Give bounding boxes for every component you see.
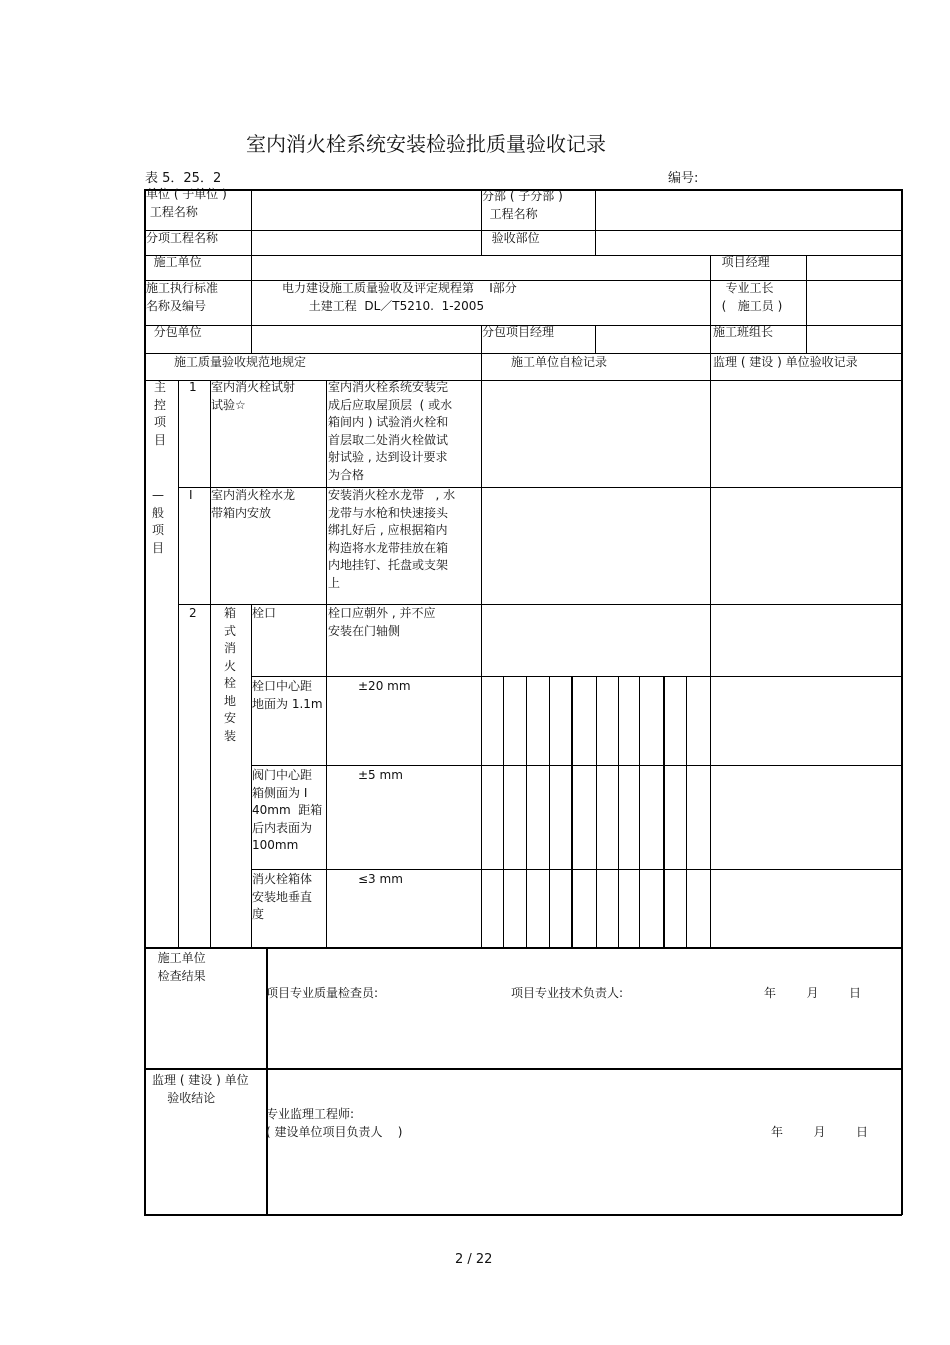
self-check-column-header: 施工单位自检记录 (511, 355, 608, 369)
sub-item-description: 栓口应朝外 , 并不应 安装在门轴侧 (328, 606, 436, 638)
main-control-label: 主 控 项 目 (154, 380, 167, 447)
grid-line (549, 676, 550, 947)
sub-item-tolerance: ≤3 mm (358, 872, 403, 886)
supervision-conclusion-label: 监理 ( 建设 ) 单位 验收结论 (152, 1073, 249, 1105)
supervisor-column-header: 监理 ( 建设 ) 单位验收记录 (713, 355, 858, 369)
grid-line (663, 676, 665, 947)
date-field: 年 月 日 (771, 1125, 869, 1139)
sub-project-name-label: 分部 ( 子分部 ) 工程名称 (482, 189, 563, 221)
sub-item-name: 栓口 (252, 606, 277, 620)
unit-name-label: 单位 ( 子单位 ) 工程名称 (146, 187, 227, 219)
grid-line (326, 380, 327, 947)
sub-item-tolerance: ±20 mm (358, 679, 411, 693)
grid-line (251, 189, 252, 353)
grid-line (481, 380, 482, 947)
grid-line (144, 189, 146, 1215)
grid-line (144, 1214, 902, 1216)
grid-line (571, 676, 573, 947)
sub-manager-label: 分包项目经理 (482, 325, 555, 339)
grid-line (618, 676, 619, 947)
project-manager-label: 项目经理 (714, 255, 770, 269)
main-item-description: 室内消火栓系统安装完 成后应取屋顶层 ( 或水 箱间内 ) 试验消火栓和 首层取二处消火栓做试 射试验 , 达到设计要求 为合格 (328, 380, 453, 482)
grid-line (710, 255, 711, 353)
sub-item-name: 消火栓箱体 安装地垂直 度 (252, 872, 313, 921)
acceptance-part-label: 验收部位 (484, 231, 540, 245)
grid-line (251, 765, 902, 766)
grid-line (526, 676, 527, 947)
grid-line (251, 676, 902, 677)
main-item-number: 1 (189, 380, 197, 394)
sub-item-name: 阀门中心距 箱侧面为 I 40mm 距箱 后内表面为 100mm (252, 768, 323, 852)
general-item-2-group: 箱 式 消 火 栓 地 安 装 (224, 606, 237, 743)
grid-line (901, 189, 903, 1215)
grid-line (686, 676, 687, 947)
grid-line (503, 676, 504, 947)
grid-line (144, 255, 902, 256)
check-result-label: 施工单位 检查结果 (157, 951, 206, 983)
standard-value: 电力建设施工质量验收及评定规程第 Ⅰ部分 土建工程 DL／T5210. 1-2005 (282, 281, 517, 313)
sub-item-tolerance: ±5 mm (358, 768, 403, 782)
page-number: 2 / 22 (455, 1252, 493, 1267)
item-project-name-label: 分项工程名称 (146, 231, 219, 245)
grid-line (596, 676, 597, 947)
grid-line (144, 947, 902, 949)
main-item-name: 室内消火栓试射 试验☆ (211, 380, 296, 412)
grid-line (144, 280, 902, 281)
general-item-1-number: Ⅰ (189, 488, 193, 502)
general-item-1-name: 室内消火栓水龙 带箱内安放 (211, 488, 296, 520)
supervising-engineer-label: 专业监理工程师: ( 建设单位项目负责人 ) (266, 1107, 403, 1139)
subcontractor-label: 分包单位 (146, 325, 202, 339)
grid-line (210, 380, 211, 947)
team-leader-label: 施工班组长 (713, 325, 774, 339)
technical-lead-label: 项目专业技术负责人: (511, 986, 624, 1000)
general-item-2-number: 2 (189, 606, 197, 620)
grid-line (710, 380, 711, 947)
grid-line (806, 255, 807, 353)
grid-line (481, 353, 482, 380)
grid-line (595, 325, 596, 353)
grid-line (639, 676, 640, 947)
grid-line (178, 604, 902, 605)
standard-label: 施工执行标准 名称及编号 (146, 281, 219, 313)
quality-inspector-label: 项目专业质量检查员: (266, 986, 379, 1000)
general-item-label: — 般 项 目 (152, 488, 165, 555)
grid-line (710, 353, 711, 380)
table-number: 表 5．25．2 (145, 171, 222, 186)
date-field: 年 月 日 (764, 986, 862, 1000)
construction-unit-label: 施工单位 (146, 255, 202, 269)
general-item-1-description: 安装消火栓水龙带 , 水 龙带与水枪和快速接头 绑扎好后 , 应根据箱内 构造将水龙带挂放在箱 内地挂钉、托盘或支架 上 (328, 488, 456, 590)
grid-line (595, 189, 596, 255)
page-title: 室内消火栓系统安装检验批质量验收记录 (246, 132, 606, 156)
grid-line (178, 380, 179, 947)
spec-column-header: 施工质量验收规范地规定 (174, 355, 307, 369)
serial-number-label: 编号: (668, 171, 699, 186)
sub-item-name: 栓口中心距 地面为 1.1m (252, 679, 323, 711)
grid-line (144, 1068, 902, 1070)
foreman-label: 专业工长 ( 施工员 ) (721, 281, 783, 313)
grid-line (251, 869, 902, 870)
